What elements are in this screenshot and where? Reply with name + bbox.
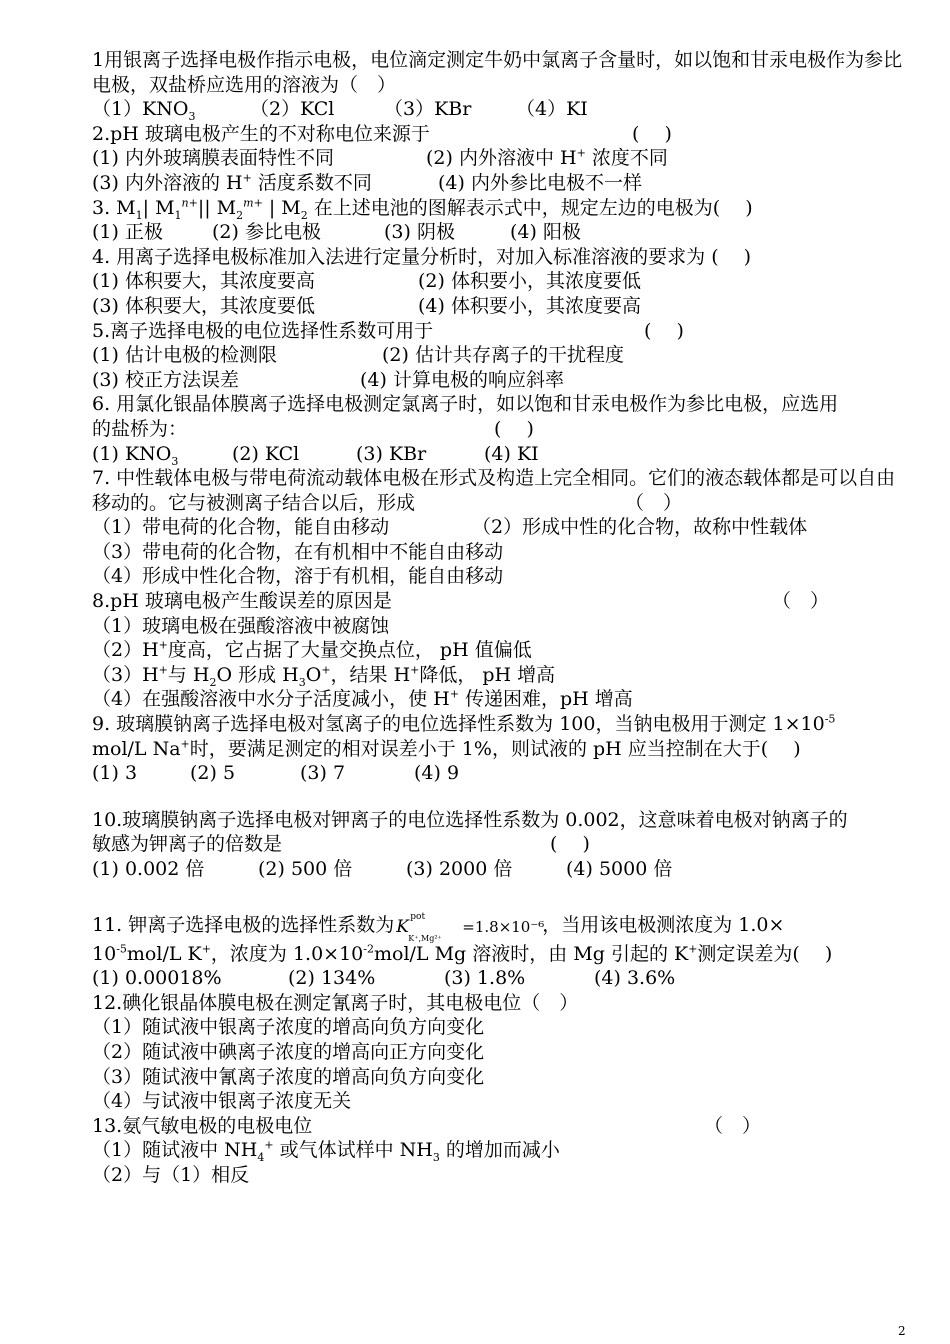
q6-option-4: (4) KI [484, 442, 539, 465]
question-5-options-row-1 [92, 343, 912, 368]
question-3-text: 3. $M_1|$ $M_1^{n+}||$ $M_2^{m+}$ | $M_2$ 在上述电池的图解表示式中，规定左边的电极为( ) [92, 196, 753, 222]
q7-option-1: （1）带电荷的化合物，能自由移动 [92, 516, 390, 539]
question-11-text: 11. 钾离子选择电极的选择性系数为 K pot K⁺,Mg²⁺ =1.8×10⁻⁶ ，当用该电极测浓度为 1.0× [92, 911, 785, 943]
question-1-options [92, 97, 912, 122]
question-5-text: 5.离子选择电极的电位选择性系数可用于 ( ) [92, 319, 684, 342]
question-4-text: 4. 用离子选择电极标准加入法进行定量分析时，对加入标准溶液的要求为 ( ) [92, 245, 752, 268]
question-13-text: 13.氨气敏电极的电极电位 （ ） [92, 1114, 762, 1137]
q4-option-1: (1) 体积要大，其浓度要高 [92, 270, 315, 293]
question-8-text: 8.pH 玻璃电极产生酸误差的原因是 （ ） [92, 590, 830, 613]
q6-option-3: (3) KBr [356, 442, 427, 465]
page-number: 2 [898, 1324, 906, 1338]
q7-option-4: （4）形成中性化合物，溶于有机相，能自由移动 [92, 565, 504, 588]
q2-option-4: (4) 内外参比电极不一样 [438, 171, 642, 194]
answer-paren: ( ) [550, 833, 590, 856]
q5-option-1: (1) 估计电极的检测限 [92, 344, 277, 367]
q1-option-2: （2）KCl [250, 98, 335, 121]
question-7-options-row-1 [92, 515, 912, 540]
question-12-text: 12.碘化银晶体膜电极在测定氰离子时，其电极电位（ ） [92, 991, 579, 1014]
q2-option-1: (1) 内外玻璃膜表面特性不同 [92, 147, 334, 170]
q12-option-4: （4）与试液中银离子浓度无关 [92, 1090, 352, 1113]
q4-option-3: (3) 体积要大，其浓度要低 [92, 294, 315, 317]
q11-option-4: (4) 3.6% [594, 967, 676, 990]
q4-option-2: (2) 体积要小，其浓度要低 [418, 270, 641, 293]
answer-paren: （ ） [704, 1114, 762, 1137]
q2-option-3: (3) 内外溶液的 H+ 活度系数不同 [92, 171, 372, 194]
q10-option-4: (4) 5000 倍 [566, 858, 673, 880]
q12-option-3: （3）随试液中氰离子浓度的增高向负方向变化 [92, 1065, 485, 1088]
question-4-options-row-1 [92, 269, 912, 294]
q5-option-3: (3) 校正方法误差 [92, 368, 239, 391]
q1-option-4: （4）KI [516, 98, 588, 121]
document-body [92, 48, 912, 1188]
q7-option-3: （3）带电荷的化合物，在有机相中不能自由移动 [92, 540, 504, 563]
selectivity-coefficient-formula: K pot K⁺,Mg²⁺ =1.8×10⁻⁶ [396, 911, 545, 943]
q1-option-1: $(1)KNO_3$ [92, 98, 196, 123]
question-6-line-2: 的盐桥为： ( ) [92, 417, 534, 440]
question-1-text: 1用银离子选择电极作指示电极，电位滴定测定牛奶中氯离子含量时，如以饱和甘汞电极作为参比电极，双盐桥应选用的溶液为（ ） [92, 49, 903, 96]
question-9-options [92, 761, 912, 786]
q6-option-1: (1) $KNO_3$ [92, 442, 179, 468]
q5-option-4: (4) 计算电极的响应斜率 [360, 368, 564, 391]
question-2-options-row-2 [92, 171, 912, 196]
q2-option-2: (2) 内外溶液中 H+ 浓度不同 [426, 147, 668, 170]
q3-option-4: (4) 阳极 [510, 221, 581, 244]
q9-option-3: (3) 7 [300, 762, 346, 785]
question-10-options [92, 857, 912, 882]
question-2-text: 2.pH 玻璃电极产生的不对称电位来源于 ( ) [92, 122, 672, 145]
answer-paren: ( ) [644, 319, 684, 342]
q9-option-2: (2) 5 [190, 762, 236, 785]
q8-option-4: （4）在强酸溶液中水分子活度减小，使 H+ 传递困难，pH 增高 [92, 688, 633, 711]
question-3-options [92, 220, 912, 245]
question-6-text: 6. 用氯化银晶体膜离子选择电极测定氯离子时，如以饱和甘汞电极作为参比电极，应选用 [92, 393, 839, 416]
q3-option-3: (3) 阴极 [384, 221, 455, 244]
q5-option-2: (2) 估计共存离子的干扰程度 [382, 344, 624, 367]
question-5-options-row-2 [92, 368, 912, 393]
question-9-line-2: mol/L Na+时，要满足测定的相对误差小于 1%，则试液的 pH 应当控制在大于( ) [92, 737, 801, 760]
question-10-text: 10.玻璃膜钠离子选择电极对钾离子的电位选择性系数为 0.002，这意味着电极对钠离子的 [92, 808, 848, 831]
question-7-text: 7. 中性载体电极与带电荷流动载体电极在形式及构造上完全相同。它们的液态载体都是可以自由移动的。它与被测离子结合以后，形成 （ ） [92, 467, 896, 514]
question-6-options [92, 442, 912, 467]
q1-option-3: （3）KBr [384, 98, 472, 121]
question-2-options-row-1 [92, 146, 912, 171]
q11-option-2: (2) 134% [288, 967, 376, 990]
q11-option-1: (1) 0.00018% [92, 967, 222, 990]
q6-option-2: (2) KCl [232, 442, 300, 465]
q3-option-1: (1) 正极 [92, 221, 163, 244]
q10-option-3: (3) 2000 倍 [406, 858, 513, 880]
answer-paren: ( ) [632, 122, 672, 145]
q10-option-2: (2) 500 倍 [258, 858, 353, 880]
q8-option-1: （1）玻璃电极在强酸溶液中被腐蚀 [92, 614, 390, 637]
q8-option-3: （3）H+与 $H_2O$ 形成 $H_3O^+$，结果 H+降低， pH 增高 [92, 663, 556, 689]
q9-option-4: (4) 9 [414, 762, 460, 785]
question-10-line-2: 敏感为钾离子的倍数是 ( ) [92, 833, 590, 856]
q4-option-4: (4) 体积要小，其浓度要高 [418, 294, 641, 317]
q11-option-3: (3) 1.8% [444, 967, 526, 990]
q3-option-2: (2) 参比电极 [212, 221, 321, 244]
q13-option-2: （2）与（1）相反 [92, 1163, 250, 1186]
question-11-line-2: $10^{-5}mol/L$ K+，浓度为 $1.0\times 10^{-2}mol/L$ Mg 溶液时，由 Mg 引起的 K+测定误差为( ) [92, 942, 833, 965]
q10-option-1: (1) 0.002 倍 [92, 858, 205, 880]
q12-option-1: （1）随试液中银离子浓度的增高向负方向变化 [92, 1016, 485, 1039]
question-4-options-row-2 [92, 294, 912, 319]
answer-paren: （ ） [625, 491, 683, 514]
q9-option-1: (1) 3 [92, 762, 138, 785]
q8-option-2: （2）H+度高，它占据了大量交换点位， pH 值偏低 [92, 638, 532, 662]
answer-paren: ( ) [494, 417, 534, 440]
answer-paren: （ ） [772, 590, 830, 613]
q7-option-2: （2）形成中性的化合物，故称中性载体 [472, 516, 808, 539]
q12-option-2: （2）随试液中碘离子浓度的增高向正方向变化 [92, 1040, 485, 1063]
question-11-options [92, 966, 912, 991]
q13-option-1: （1）随试液中 $NH_4^+$ 或气体试样中 $NH_3$ 的增加而减小 [92, 1139, 560, 1165]
question-9-text: 9. 玻璃膜钠离子选择电极对氢离子的电位选择性系数为 100，当钠电极用于测定 $1\times 10^{-5}$ [92, 712, 836, 736]
